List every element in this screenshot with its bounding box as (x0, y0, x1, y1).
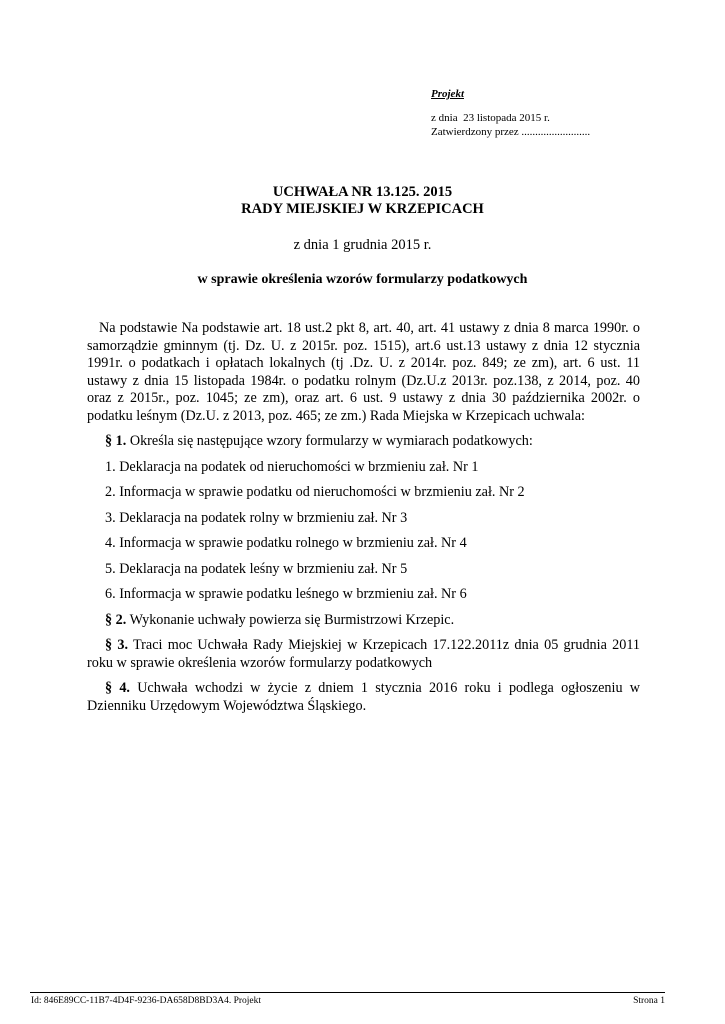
section-4 (87, 680, 640, 715)
legal-basis-paragraph: Na podstawie Na podstawie art. 18 ust.2 pkt 8, art. 40, art. 41 ustawy z dnia 8 marca 1990r. o samorządzie gminnym (tj. Dz. U. z 2015r. poz. 1515), art.6 ust.13 ustawy z dnia 12 stycznia 1991r. o podatkach i opłatach lokalnych (tj .Dz. U. z 2014r. poz. 849; ze zm), art. 6 ust. 11 ustawy z dnia 15 listopada 1984r. o podatku rolnym (Dz.U.z 2013r. poz.138, z 2014, poz. 40 oraz z 2015r., poz. 1045; ze zm), oraz art. 6 ust. 9 ustawy z dnia 30 października 2002r. o podatku leśnym (Dz.U. z 2013, poz. 465; ze zm.) Rada Miejska w Krzepicach uchwala: (87, 320, 640, 424)
section-3-label: § 3. (105, 637, 128, 653)
project-label: Projekt (431, 88, 464, 100)
document-id: Id: 846E89CC-11B7-4D4F-9236-DA658D8BD3A4. Projekt (31, 996, 262, 1006)
list-item: 3. Deklaracja na podatek rolny w brzmieniu zał. Nr 3 (105, 509, 408, 526)
section-2 (87, 612, 640, 630)
section-1 (87, 433, 640, 451)
title-line-2: RADY MIEJSKIEJ W KRZEPICACH (241, 201, 484, 217)
page-number: Strona 1 (633, 996, 665, 1006)
list-item: 6. Informacja w sprawie podatku leśnego w brzmieniu zał. Nr 6 (105, 586, 467, 602)
footer-divider (30, 992, 665, 993)
list-item: 2. Informacja w sprawie podatku od nieruchomości w brzmieniu zał. Nr 2 (105, 484, 525, 500)
list-item: 5. Deklaracja na podatek leśny w brzmieniu zał. Nr 5 (105, 560, 408, 577)
section-1-label: § 1. (105, 433, 127, 449)
section-2-label: § 2. (105, 611, 127, 628)
section-3-text: Traci moc Uchwała Rady Miejskiej w Krzepicach 17.122.2011z dnia 05 grudnia 2011 roku w sprawie określenia wzorów formularzy podatkowych (87, 637, 640, 671)
section-2-text: Wykonanie uchwały powierza się Burmistrzowi Krzepic. (126, 611, 455, 628)
project-date: z dnia 23 listopada 2015 r. (431, 112, 550, 124)
section-1-text: Określa się następujące wzory formularzy w wymiarach podatkowych: (126, 433, 533, 449)
resolution-date: z dnia 1 grudnia 2015 r. (293, 237, 432, 253)
section-3 (87, 637, 640, 672)
document-body (87, 320, 640, 723)
title-line-1: UCHWAŁA NR 13.125. 2015 (272, 184, 453, 200)
list-item: 4. Informacja w sprawie podatku rolnego w brzmieniu zał. Nr 4 (105, 535, 467, 551)
resolution-subject: w sprawie określenia wzorów formularzy podatkowych (197, 272, 528, 287)
section-4-text: Uchwała wchodzi w życie z dniem 1 stycznia 2016 roku i podlega ogłoszeniu w Dzienniku Urzędowym Województwa Śląskiego. (87, 680, 641, 714)
section-4-label: § 4. (105, 680, 130, 696)
resolution-title (0, 184, 725, 218)
approved-by: Zatwierdzony przez ......................... (431, 126, 591, 138)
project-header (431, 87, 590, 139)
list-item: 1. Deklaracja na podatek od nieruchomości w brzmieniu zał. Nr 1 (105, 458, 479, 475)
